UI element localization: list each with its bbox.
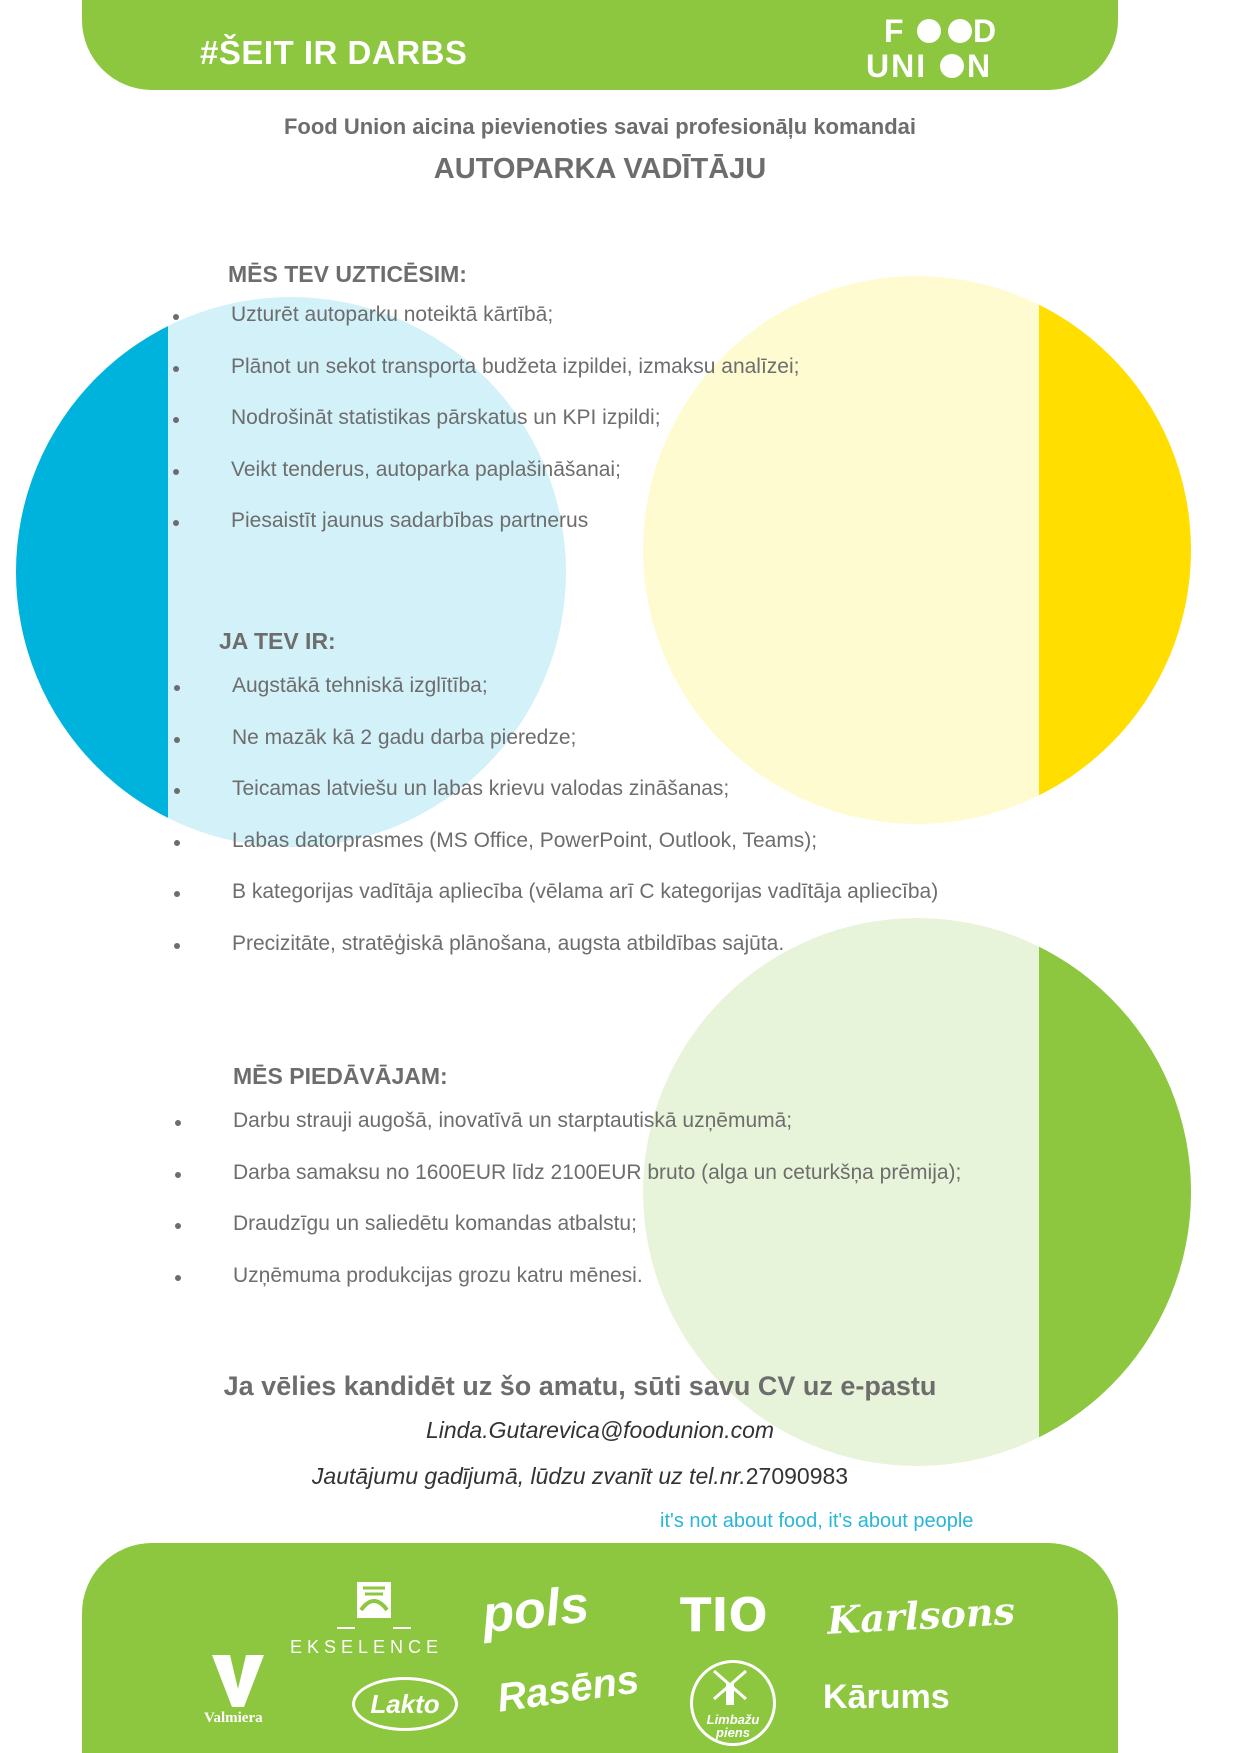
responsibilities-list [173, 303, 800, 561]
intro-text: Food Union aicina pievienoties savai profesionāļu komandai [283, 114, 917, 139]
tagline: #ŠEIT IR DARBS [200, 34, 468, 71]
brand-ekselence: EKSELENCE [290, 1637, 444, 1657]
svg-text:D: D [973, 13, 997, 49]
list-item: Teicamas latviešu un labas krievu valodas zināšanas; [174, 777, 938, 829]
brand-karums: Kārums [823, 1678, 950, 1716]
offer-list [175, 1109, 961, 1315]
list-item: Augstākā tehniskā izglītība; [174, 674, 938, 726]
list-item: Piesaistīt jaunus sadarbības partnerus [173, 509, 800, 561]
ekselence-emblem-icon [335, 1580, 413, 1636]
windmill-icon [710, 1667, 750, 1705]
phone-number[interactable]: 27090983 [745, 1463, 849, 1489]
list-item: Veikt tenderus, autoparka paplašināšanai; [173, 458, 800, 510]
svg-text:N: N [967, 48, 991, 80]
offer-title: MĒS PIEDĀVĀJAM: [233, 1063, 448, 1089]
brand-tio: TIO [680, 1588, 768, 1642]
requirements-title: JA TEV IR: [219, 628, 336, 654]
requirements-list [174, 674, 938, 983]
list-item: Draudzīgu un saliedētu komandas atbalstu; [175, 1212, 961, 1264]
list-item: Darbu strauji augošā, inovatīvā un starptautiskā uzņēmumā; [175, 1109, 961, 1161]
list-item: Precizitāte, stratēģiskā plānošana, augsta atbildības sajūta. [174, 932, 938, 984]
list-item: B kategorijas vadītāja apliecība (vēlama arī C kategorijas vadītāja apliecība) [174, 880, 938, 932]
slogan: it's not about food, it's about people [660, 1510, 974, 1532]
brand-pols: pols [479, 1575, 592, 1645]
list-item: Nodrošināt statistikas pārskatus un KPI izpildi; [173, 406, 800, 458]
svg-text:F: F [884, 13, 906, 49]
list-item: Uzņēmuma produkcijas grozu katru mēnesi. [175, 1264, 961, 1316]
list-item: Uzturēt autoparku noteiktā kārtībā; [173, 303, 800, 355]
list-item: Plānot un sekot transporta budžeta izpildei, izmaksu analīzei; [173, 355, 800, 407]
list-item: Darba samaksu no 1600EUR līdz 2100EUR bruto (alga un ceturkšņa prēmija); [175, 1161, 961, 1213]
apply-text: Ja vēlies kandidēt uz šo amatu, sūti savu CV uz e-pastu [223, 1371, 937, 1401]
brand-limbazu-label: Limbažu piens [706, 1712, 760, 1740]
phone-line [0, 1463, 1160, 1490]
brand-rasens: Rasēns [494, 1657, 642, 1721]
email-link[interactable]: Linda.Gutarevica@foodunion.com [425, 1417, 775, 1443]
valmiera-v-icon [208, 1653, 268, 1709]
brand-valmiera: Valmiera [204, 1710, 263, 1726]
food-union-logo [866, 10, 1012, 80]
job-title: AUTOPARKA VADĪTĀJU [433, 153, 767, 185]
svg-text:UNI: UNI [866, 48, 928, 80]
responsibilities-title: MĒS TEV UZTICĒSIM: [228, 261, 467, 287]
phone-prefix: Jautājumu gadījumā, lūdzu zvanīt uz tel.nr. [311, 1463, 746, 1489]
brand-lakto: Lakto [352, 1677, 458, 1731]
brand-karlsons: Karlsons [825, 1588, 1016, 1643]
list-item: Ne mazāk kā 2 gadu darba pieredze; [174, 726, 938, 778]
list-item: Labas datorprasmes (MS Office, PowerPoint, Outlook, Teams); [174, 829, 938, 881]
